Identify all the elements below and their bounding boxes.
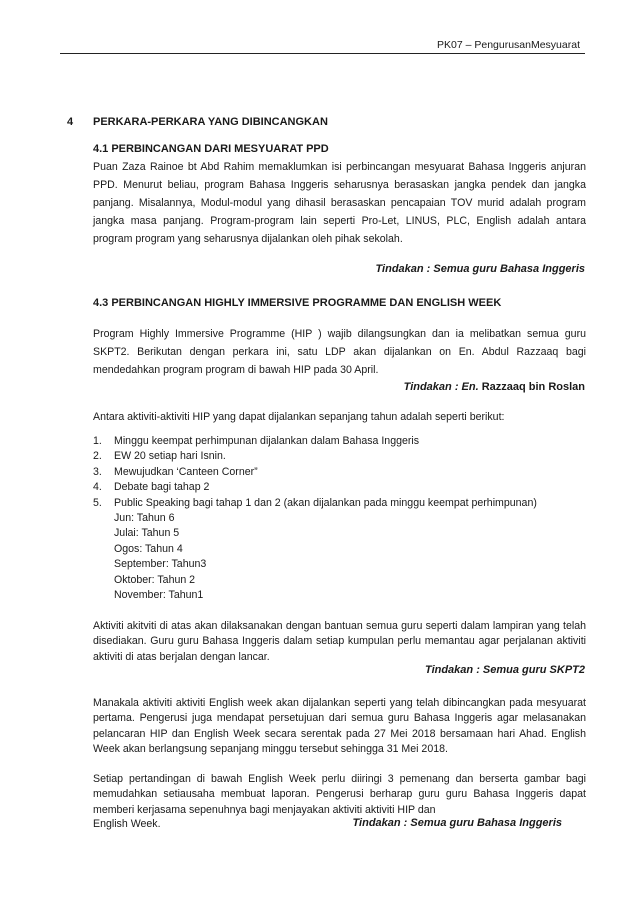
subsection-4-1-action: Tindakan : Semua guru Bahasa Inggeris [375,263,585,275]
subsection-4-3-title: 4.3 PERBINCANGAN HIGHLY IMMERSIVE PROGRAMME DAN ENGLISH WEEK [93,297,502,309]
subsection-4-3-action [404,381,585,393]
section-number: 4 [67,116,74,128]
action-prefix: Tindakan : En. [403,381,482,393]
schedule-entry: Oktober: Tahun 2 [114,573,196,586]
header-rule [60,53,585,54]
subsection-4-1-body: Puan Zaza Rainoe bt Abd Rahim memaklumkan isi perbincangan mesyuarat Bahasa Inggeris anjuran PPD. Menurut beliau, program Bahasa Inggeris seharusnya berasaskan jangka pendek dan jangka panjang. Misalannya, Modul-modul yang dihasil berasaskan pencapaian TOV murid adalah program jangka masa panjang. Program-program lain seperti Pro-Let, LINUS, PLC, English adalah antara program program yang seharusnya dijalankan oleh pihak sekolah. [93,161,586,245]
activities-list [93,434,586,603]
list-item-text: Minggu keempat perhimpunan dijalankan dalam Bahasa Inggeris [114,435,420,447]
activities-intro: Antara aktiviti-aktiviti HIP yang dapat dijalankan sepanjang tahun adalah seperti berikut: [93,411,505,423]
subsection-4-3-body: Program Highly Immersive Programme (HIP ) wajib dilangsungkan dan ia melibatkan semua guru SKPT2. Berikutan dengan perkara ini, satu LDP akan dijalankan on En. Abdul Razzaaq bagi mendedahkan program program di bawah HIP pada 30 April. [93,328,586,376]
list-item [93,434,586,449]
schedule-entry: September: Tahun3 [114,558,207,571]
list-item-number: 2. [93,450,102,463]
subsection-4-1-title: 4.1 PERBINCANGAN DARI MESYUARAT PPD [93,143,329,155]
competition-paragraph: Setiap pertandingan di bawah English Week perlu diiringi 3 pemenang dan berserta gambar bagi memudahkan setiausaha membuat laporan. Pengerusi berharap guru guru Bahasa Inggeris dapat memberi kerjasama sepenuhnya bagi menjayakan aktiviti aktiviti HIP dan [93,773,586,816]
competition-last-line: English Week. [93,818,161,830]
page-header: PK07 – PengurusanMesyuarat [436,39,580,51]
schedule-entry: November: Tahun1 [114,589,204,602]
list-item-text: Public Speaking bagi tahap 1 dan 2 (akan dijalankan pada minggu keempat perhimpunan) [114,496,537,509]
list-item-number: 1. [93,435,102,447]
schedule-entry: Jun: Tahun 6 [114,512,175,525]
list-item-number: 5. [93,496,102,509]
public-speaking-schedule [114,511,586,603]
final-action: Tindakan : Semua guru Bahasa Inggeris [352,817,562,829]
action-person: Razzaaq bin Roslan [481,381,585,393]
support-action: Tindakan : Semua guru SKPT2 [425,664,585,676]
list-item-text: Debate bagi tahap 2 [114,481,210,494]
schedule-entry: Julai: Tahun 5 [114,527,180,540]
list-item [93,465,586,480]
list-item [93,496,586,604]
list-item-text: EW 20 setiap hari Isnin. [114,450,226,463]
english-week-paragraph: Manakala aktiviti aktiviti English week akan dijalankan seperti yang telah dibincangkan pada mesyuarat pertama. Pengerusi juga mendapat persetujuan dari semua guru Bahasa Inggeris agar melasanakan pelancaran HIP dan English Week secara serentak pada 27 Mei 2018 bersamaan hari Ahad. English Week akan berlangsung sepanjang minggu tersebut sehingga 31 Mei 2018. [93,697,586,756]
section-title: PERKARA-PERKARA YANG DIBINCANGKAN [93,116,328,128]
list-item-number: 3. [93,465,102,478]
schedule-entry: Ogos: Tahun 4 [114,542,183,555]
list-item [93,449,586,464]
list-item-number: 4. [93,481,102,494]
list-item [93,480,586,495]
list-item-text: Mewujudkan ‘Canteen Corner” [114,465,258,478]
support-paragraph: Aktiviti akitviti di atas akan dilaksanakan dengan bantuan semua guru seperti dalam lampiran yang telah disediakan. Guru guru Bahasa Inggeris dalam setiap kumpulan perlu memantau agar perjalanan aktiviti aktiviti di atas berjalan dengan lancar. [93,620,586,663]
